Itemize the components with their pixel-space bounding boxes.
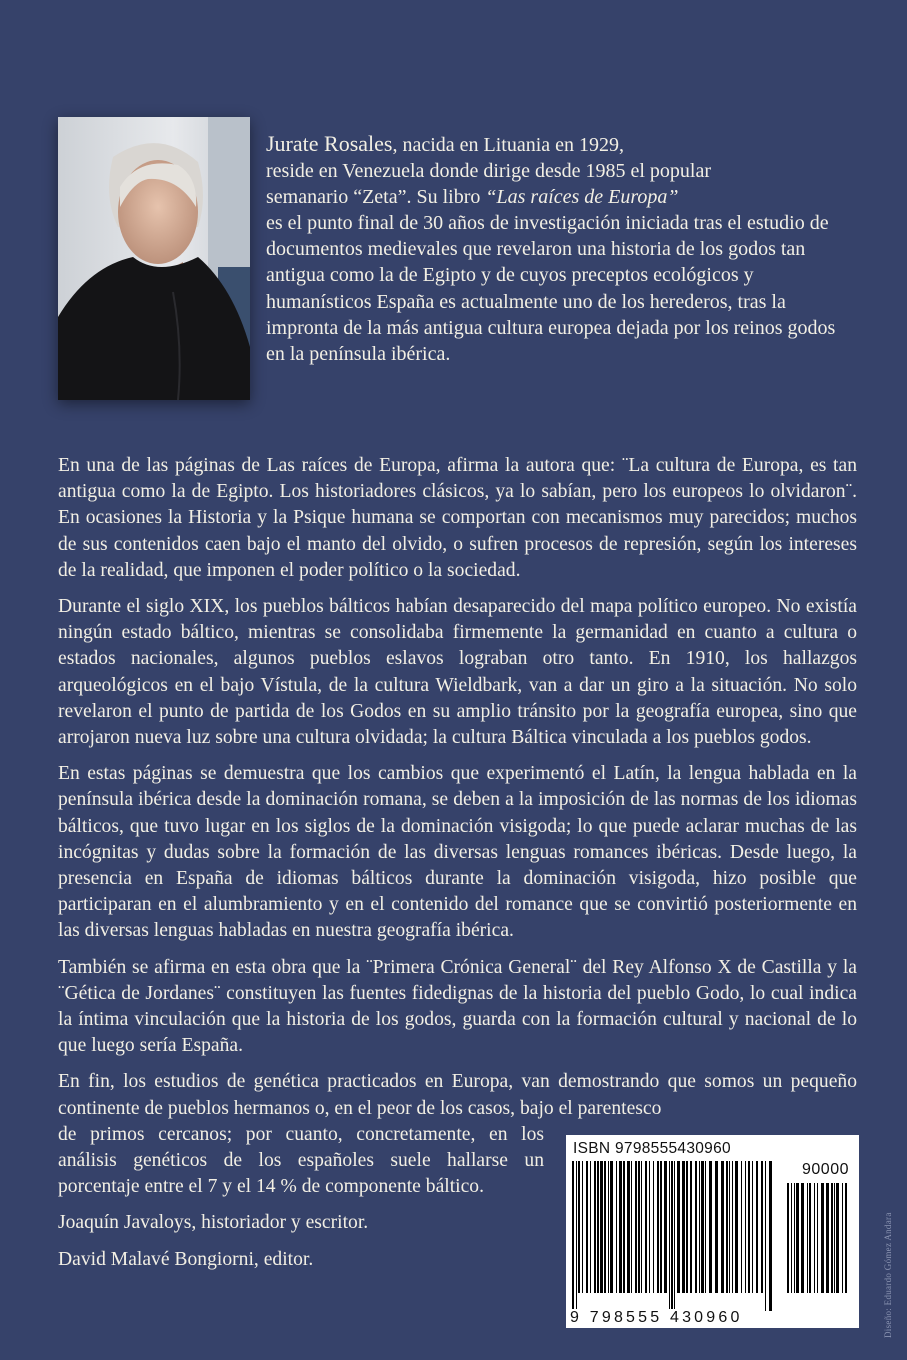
barcode-bar xyxy=(641,1161,642,1293)
barcode-bar xyxy=(817,1183,818,1293)
barcode-bar xyxy=(600,1161,603,1293)
barcode-bar xyxy=(627,1161,630,1293)
barcode-bar xyxy=(604,1161,606,1293)
barcode-bar xyxy=(761,1161,763,1293)
barcode-bar xyxy=(809,1183,811,1293)
barcode-bar xyxy=(686,1161,688,1293)
barcode-digits: 9 798555 430960 xyxy=(570,1309,743,1326)
author-photo xyxy=(58,117,250,400)
author-bio xyxy=(266,131,856,367)
barcode-bar xyxy=(796,1183,799,1293)
paragraph: En una de las páginas de Las raíces de Europa, afirma la autora que: ¨La cultura de Europa, es tan antigua como la de Egipto. Los historiadores clásicos, ya lo sabían, pero los europeos lo olvidaron¨. En ocasiones la Historia y la Psique humana se comportan con mecanismos muy parecidos; muchos de sus contenidos caen bajo el manto del olvido, o sufren procesos de represión, según los intereses de la realidad, que imponen el poder político o la sociedad. xyxy=(58,455,857,581)
barcode-bar xyxy=(619,1161,622,1293)
barcode-bar xyxy=(690,1161,692,1293)
barcode-bar xyxy=(729,1161,730,1293)
barcode-bar xyxy=(732,1161,733,1293)
barcode-bar xyxy=(701,1161,704,1293)
barcode-bar xyxy=(578,1161,580,1293)
barcode-bar xyxy=(836,1183,839,1293)
barcode-bar xyxy=(709,1161,712,1293)
barcode-bar xyxy=(756,1161,758,1293)
barcode-bar xyxy=(745,1161,746,1293)
barcode-bar xyxy=(821,1183,824,1293)
barcode-bar xyxy=(807,1183,808,1293)
barcode-bar xyxy=(649,1161,650,1293)
bio-line-2: reside en Venezuela donde dirige desde 1985 el popular xyxy=(266,160,712,183)
paragraph: Durante el siglo XIX, los pueblos bálticos habían desaparecido del mapa político europeo. No existía ningún estado báltico, mientras se consolidaba firmemente la germanidad en cuanto a cultura o estados nacionales, algunos pueblos eslavos lograban otro tanto. En 1910, los hallazgos arqueológicos en el bajo Vístula, de la cultura Wieldbark, van a dar un giro a la situación. No solo revelaron el punto de partida de los Godos en su amplio tránsito por la geografía europea, sino que arrojaron nueva luz sobre una cultura olvidada; la cultura Báltica vinculada a los pueblos godos. xyxy=(58,596,857,749)
barcode-bar xyxy=(699,1161,700,1293)
barcode-bar xyxy=(695,1161,697,1293)
author-name: Jurate Rosales xyxy=(266,131,393,156)
signoff-historian: Joaquín Javaloys, historiador y escritor. xyxy=(58,1212,369,1234)
barcode-bar xyxy=(590,1161,591,1293)
paragraph: En estas páginas se demuestra que los cambios que experimentó el Latín, la lengua hablada en la península ibérica desde la dominación romana, se deben a la imposición de las normas de los idiomas bálticos, que tuvo lugar en los siglos de la dominación visigoda; lo que puede aclarar muchas de las incógnitas y dudas sobre la formación de las diversas lenguas romances ibéricas. Desde luego, la presencia en España de idiomas bálticos durante la dominación visigoda, hizo posible que participaran en el alumbramiento y en el contenido del romance que se convirtió posteriormente en las diversas lenguas habladas en nuestra geografía ibérica. xyxy=(58,763,857,942)
barcode-bar xyxy=(794,1183,795,1293)
barcode-bar xyxy=(735,1161,738,1293)
bio-rest: es el punto final de 30 años de investigación iniciada tras el estudio de documentos medievales que revelaron una historia de los godos tan antigua como la de Egipto y de cuyos preceptos ecológicos y humanísticos España es actualmente uno de los herederos, tras la impronta de la más antigua cultura europea dejada por los reinos godos en la península ibérica. xyxy=(266,212,836,365)
barcode-bar xyxy=(831,1183,833,1293)
barcode-bar xyxy=(664,1161,667,1293)
barcode-bar xyxy=(669,1161,670,1311)
barcode-bar xyxy=(721,1161,724,1293)
final-paragraph-wrapped: de primos cercanos; por cuanto, concretamente, en los análisis genéticos de los españoles suele hallarse un porcentaje entre el 7 y el 14 % de componente báltico. xyxy=(58,1123,544,1198)
barcode-bar xyxy=(653,1161,654,1293)
barcode-bar xyxy=(638,1161,640,1293)
barcode-bar xyxy=(608,1161,609,1293)
price-code: 90000 xyxy=(802,1161,849,1178)
barcode-bar xyxy=(682,1161,685,1293)
barcode-bar xyxy=(657,1161,659,1293)
isbn-label: ISBN 9798555430960 xyxy=(573,1140,731,1157)
barcode-bar xyxy=(674,1161,675,1311)
barcode-bar xyxy=(748,1161,750,1293)
barcode-bar xyxy=(834,1183,835,1293)
barcode-bar xyxy=(616,1161,617,1293)
design-credit: Diseño: Eduardo Gómez Andara xyxy=(883,1212,893,1338)
barcode-bar xyxy=(671,1161,673,1311)
barcode-bar xyxy=(610,1161,613,1293)
barcode-bar xyxy=(660,1161,662,1293)
barcode-bar xyxy=(677,1161,680,1293)
isbn-barcode xyxy=(566,1135,859,1328)
signoff-editor: David Malavé Bongiorni, editor. xyxy=(58,1248,314,1270)
barcode-bar xyxy=(826,1183,829,1293)
barcode-bar xyxy=(645,1161,647,1293)
barcode-bar xyxy=(791,1183,792,1293)
barcode-bar xyxy=(623,1161,625,1293)
barcode-bar xyxy=(572,1161,574,1311)
bio-line-3: semanario “Zeta”. Su libro xyxy=(266,186,486,209)
book-title: “Las raíces de Europa” xyxy=(485,186,679,209)
bio-text-1: , nacida en Lituania en 1929, xyxy=(392,134,625,156)
barcode-bar xyxy=(726,1161,728,1293)
barcode-bar xyxy=(814,1183,815,1293)
barcode-bar xyxy=(631,1161,632,1293)
barcode-bar xyxy=(752,1161,753,1293)
paragraph: También se afirma en esta obra que la ¨Primera Crónica General¨ del Rey Alfonso X de Castilla y la ¨Gética de Jordanes¨ constituyen las fuentes fidedignas de la historia del pueblo Godo, lo cual indica la íntima vinculación que la historia de los godos, guarda con la formación cultural y nacional de lo que luego sería España. xyxy=(58,956,857,1057)
barcode-bar xyxy=(576,1161,577,1311)
barcode-bar xyxy=(801,1183,804,1293)
barcode-bar xyxy=(715,1161,718,1293)
barcode-bar xyxy=(705,1161,706,1293)
barcode-bar xyxy=(741,1161,742,1293)
barcode-bar xyxy=(842,1183,843,1293)
barcode-bars xyxy=(572,1161,772,1311)
final-paragraph-full: En fin, los estudios de genética practicados en Europa, van demostrando que somos un pequeño continente de pueblos hermanos o, en el peor de los casos, bajo el parentesco xyxy=(58,1071,857,1119)
barcode-bar xyxy=(586,1161,588,1293)
barcode-addon-bars xyxy=(787,1183,849,1311)
barcode-bar xyxy=(769,1161,772,1311)
barcode-bar xyxy=(597,1161,599,1293)
barcode-bar xyxy=(765,1161,766,1311)
barcode-bar xyxy=(635,1161,637,1293)
barcode-bar xyxy=(582,1161,583,1293)
barcode-bar xyxy=(594,1161,596,1293)
barcode-bar xyxy=(845,1183,847,1293)
barcode-bar xyxy=(787,1183,789,1293)
